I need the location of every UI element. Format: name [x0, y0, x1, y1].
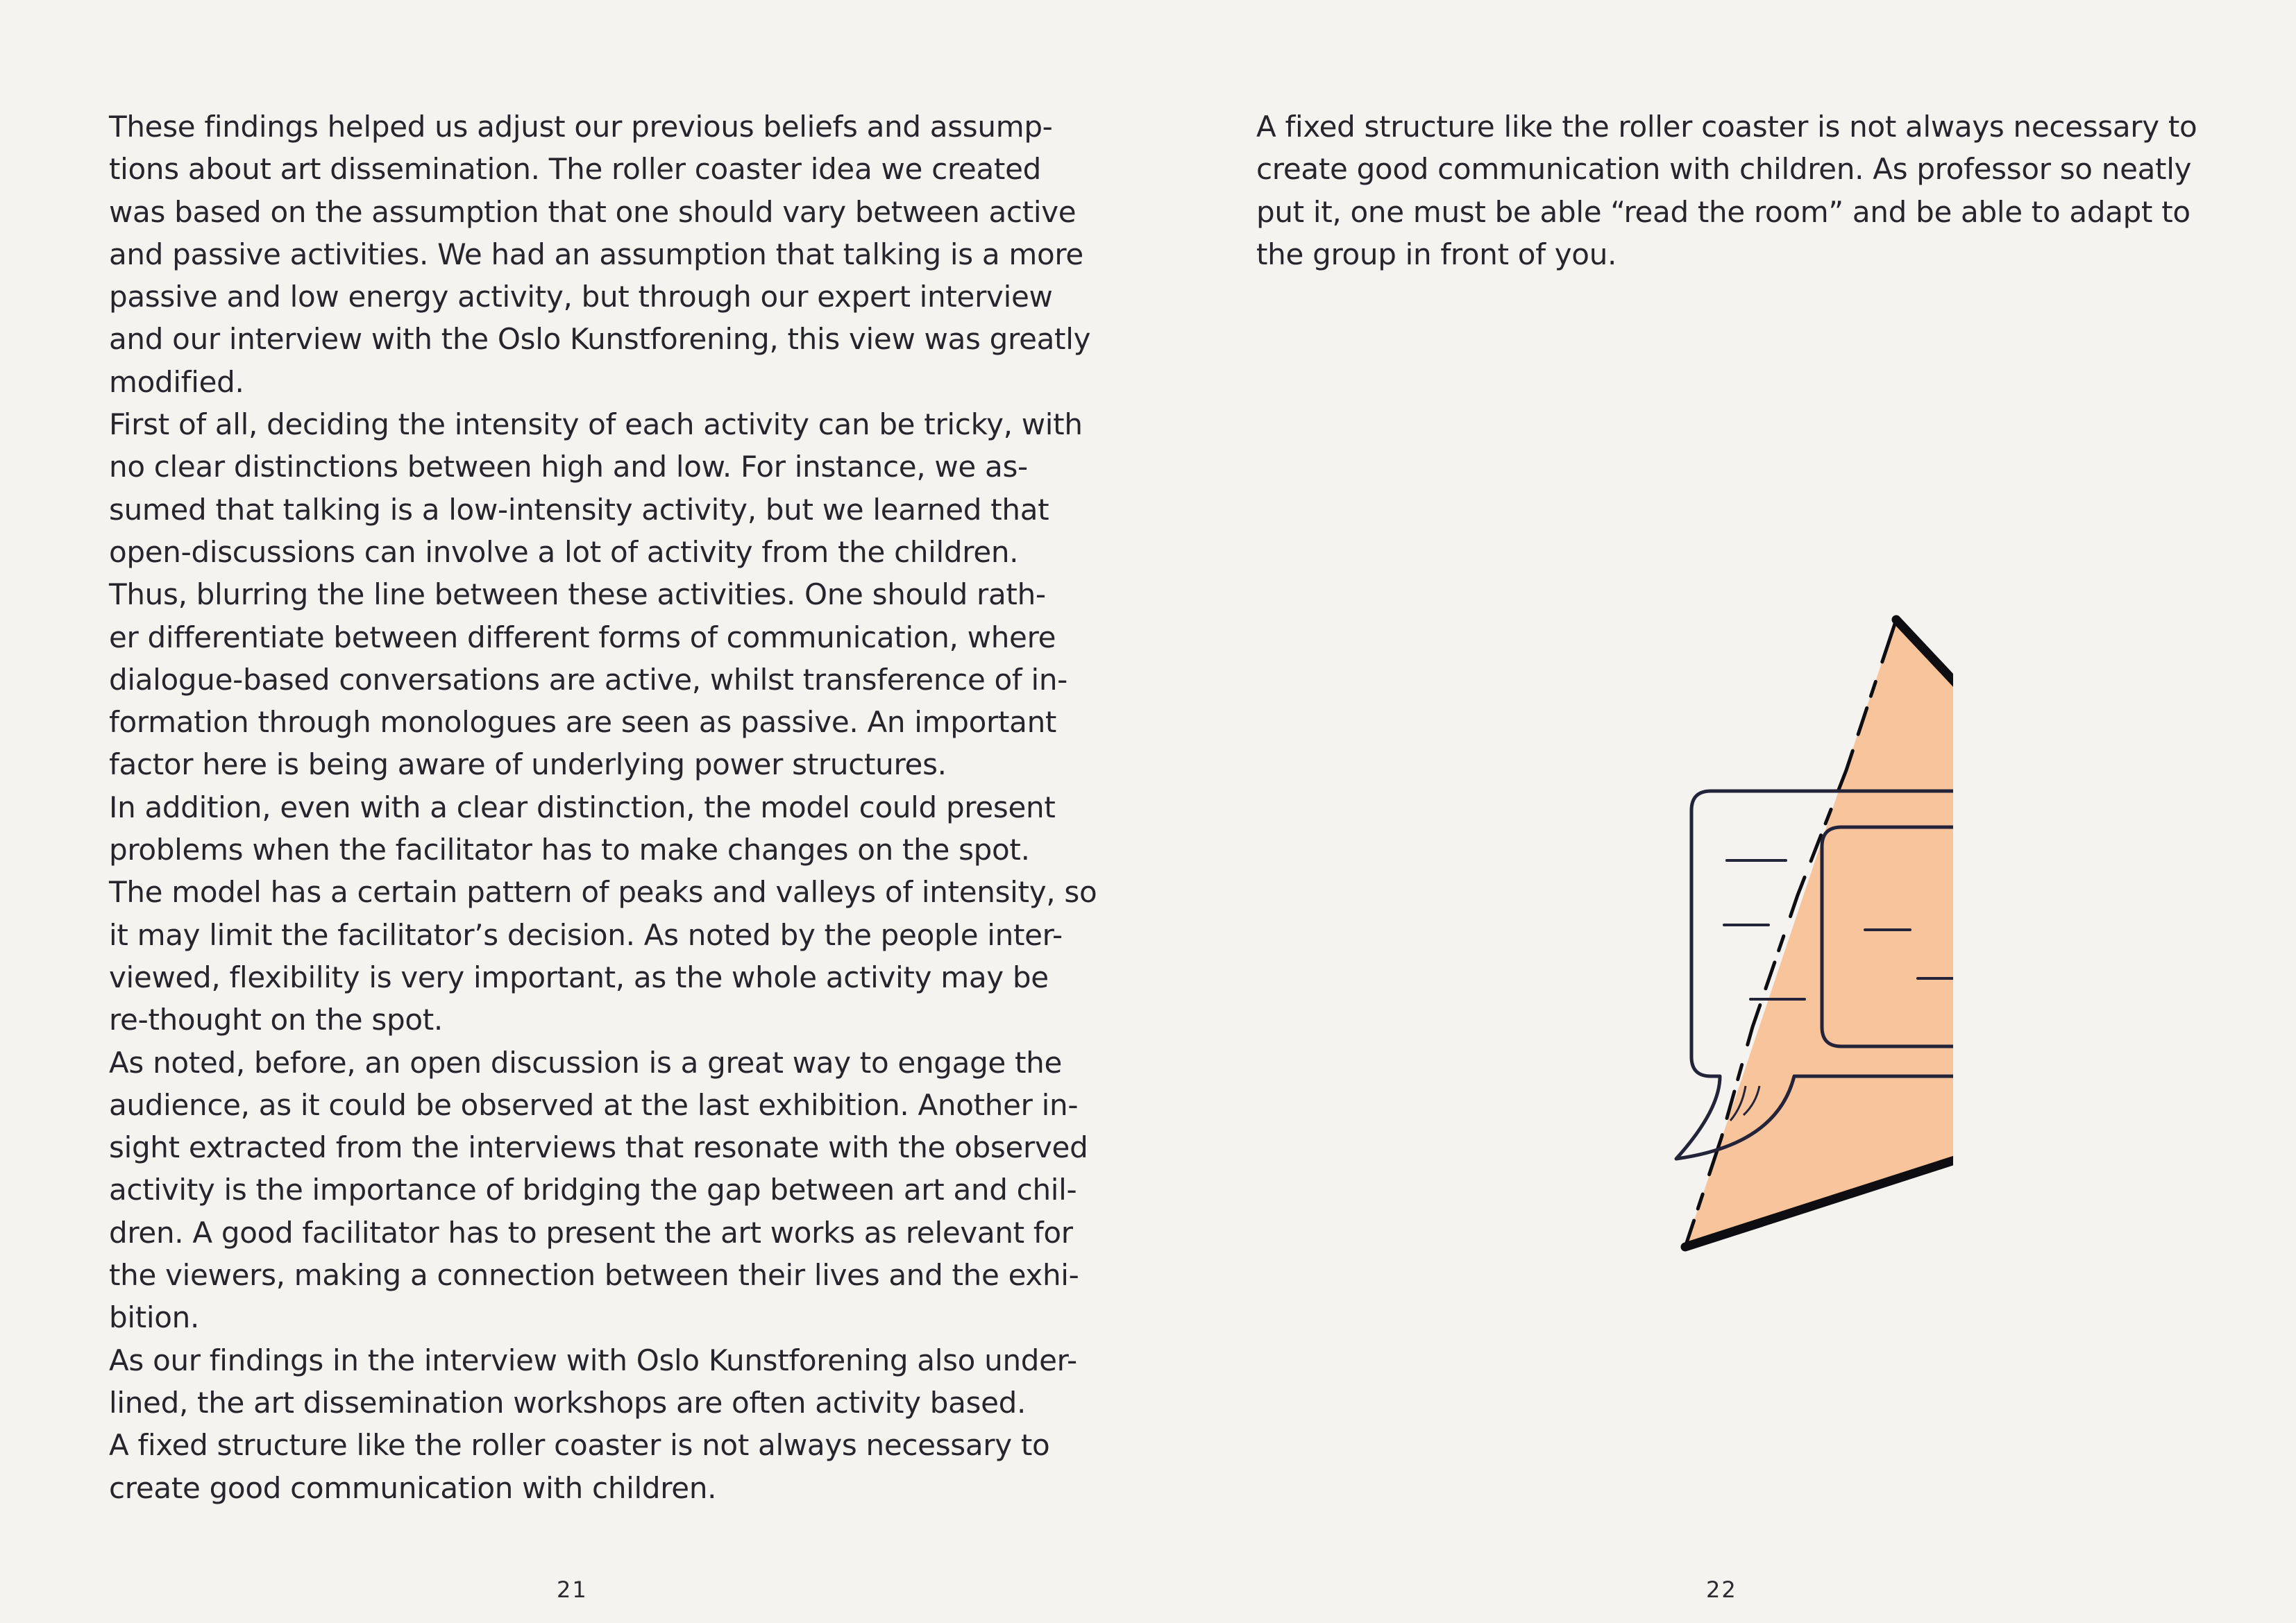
text-line: As noted, before, an open discussion is a great way to engage the [109, 1045, 1063, 1080]
text-line: The model has a certain pattern of peaks and valleys of intensity, so [109, 875, 1097, 910]
text-line: the viewers, making a connection between their lives and the exhi- [109, 1258, 1079, 1293]
text-line: bition. [109, 1300, 200, 1335]
text-line: tions about art dissemination. The roller coaster idea we created [109, 152, 1041, 187]
text-line: create good communication with children. As professor so neatly [1256, 152, 2192, 187]
text-line: modified. [109, 364, 244, 399]
text-line: dren. A good facilitator has to present the art works as relevant for [109, 1215, 1073, 1250]
page-number: 22 [1706, 1577, 1737, 1603]
speech-bubbles-over-triangle-icon [1398, 597, 1953, 1263]
page-number: 21 [557, 1577, 588, 1603]
text-line: formation through monologues are seen as passive. An important [109, 705, 1057, 740]
text-line: re-thought on the spot. [109, 1003, 443, 1037]
right-page [1148, 0, 2296, 1623]
text-line: open-discussions can involve a lot of activity from the children. [109, 534, 1019, 569]
text-line: passive and low energy activity, but through our expert interview [109, 280, 1053, 314]
left-page-body-text [109, 105, 1097, 1509]
text-line: sumed that talking is a low-intensity activity, but we learned that [109, 492, 1049, 527]
triangle-shape [1685, 620, 1953, 1247]
text-line: problems when the facilitator has to make changes on the spot. [109, 833, 1030, 867]
text-line: no clear distinctions between high and low. For instance, we as- [109, 450, 1028, 484]
text-line: factor here is being aware of underlying power structures. [109, 747, 947, 782]
text-line: sight extracted from the interviews that resonate with the observed [109, 1130, 1088, 1165]
text-line: the group in front of you. [1256, 237, 1617, 271]
text-line: audience, as it could be observed at the last exhibition. Another in- [109, 1087, 1079, 1122]
text-line: lined, the art dissemination workshops are often activity based. [109, 1385, 1027, 1420]
text-line: dialogue-based conversations are active, whilst transference of in- [109, 662, 1068, 697]
text-line: and our interview with the Oslo Kunstforening, this view was greatly [109, 322, 1091, 357]
text-line: A fixed structure like the roller coaster is not always necessary to [1256, 110, 2197, 144]
text-line: create good communication with children. [109, 1470, 717, 1505]
text-line: er differentiate between different forms of communication, where [109, 620, 1056, 654]
text-line: In addition, even with a clear distinction, the model could present [109, 790, 1056, 824]
text-line: First of all, deciding the intensity of each activity can be tricky, with [109, 407, 1083, 442]
text-line: and passive activities. We had an assumption that talking is a more [109, 237, 1083, 271]
text-line: it may limit the facilitator’s decision. As noted by the people inter- [109, 917, 1063, 952]
text-line: As our findings in the interview with Oslo Kunstforening also under- [109, 1343, 1077, 1377]
right-page-body-text [1256, 105, 2228, 275]
text-line: viewed, flexibility is very important, as the whole activity may be [109, 960, 1049, 994]
text-line: Thus, blurring the line between these activities. One should rath- [109, 577, 1046, 612]
text-line: A fixed structure like the roller coaster is not always necessary to [109, 1428, 1050, 1463]
text-line: These findings helped us adjust our previous beliefs and assump- [109, 110, 1053, 144]
text-line: was based on the assumption that one should vary between active [109, 194, 1077, 229]
text-line: put it, one must be able “read the room” and be able to adapt to [1256, 194, 2191, 229]
text-line: activity is the importance of bridging the gap between art and chil- [109, 1173, 1077, 1207]
